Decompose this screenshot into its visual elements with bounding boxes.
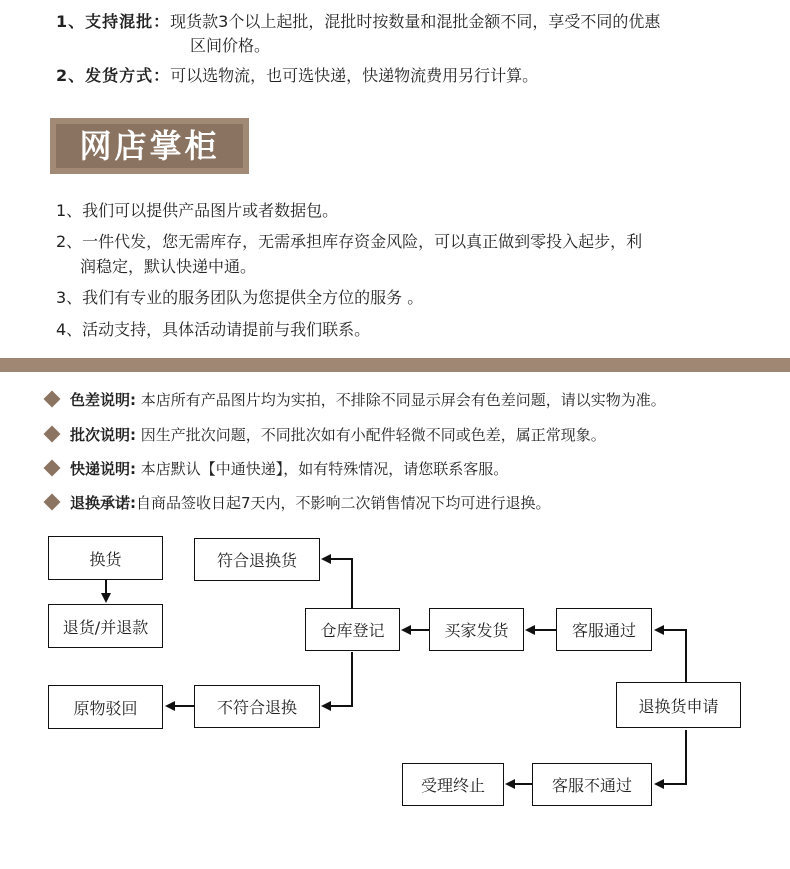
flow-box-eligible: 符合退换货 [194,538,320,581]
arrow-warehouse-to-eligible [323,559,352,608]
shop-item-3: 3、我们有专业的服务团队为您提供全方位的服务 。 [56,288,424,307]
shop-item-2-cont: 润稳定，默认快递中通。 [80,257,257,276]
policy-text: 现货款3个以上起批，混批时按数量和混批金额不同，享受不同的优惠 [170,12,661,31]
flow-box-buyer-ship: 买家发货 [429,608,524,651]
flow-box-not-eligible: 不符合退换 [194,685,320,728]
arrow-warehouse-to-not-eligible [323,652,352,706]
flow-box-original-reject: 原物驳回 [48,685,163,729]
note-text: 本店所有产品图片均为实拍，不排除不同显示屏会有色差问题，请以实物为准。 [136,391,666,409]
flow-box-warehouse: 仓库登记 [305,608,400,651]
flow-box-apply: 退换货申请 [616,682,741,728]
policy-label: 2、发货方式： [56,66,171,85]
flow-box-terminate: 受理终止 [402,763,504,806]
note-label: 批次说明: [70,426,136,444]
note-label: 快递说明: [70,460,136,478]
flow-box-exchange: 换货 [48,536,163,580]
flow-box-cs-fail: 客服不通过 [532,763,652,806]
shop-item-4: 4、活动支持，具体活动请提前与我们联系。 [56,320,371,339]
shop-item-1: 1、我们可以提供产品图片或者数据包。 [56,201,339,220]
arrow-apply-to-cs-pass [656,630,686,682]
note-label: 色差说明: [70,391,136,409]
policy-label: 1、支持混批： [56,12,171,31]
policy-text: 可以选物流，也可选快递，快递物流费用另行计算。 [170,66,539,85]
shop-item-2: 2、一件代发，您无需库存，无需承担库存资金风险，可以真正做到零投入起步，利 [56,232,643,251]
note-text: 自商品签收日起7天内，不影响二次销售情况下均可进行退换。 [136,494,551,512]
flow-box-cs-pass: 客服通过 [556,608,652,651]
flow-box-refund: 退货/并退款 [48,604,163,648]
note-text: 本店默认【中通快递】，如有特殊情况，请您联系客服。 [136,460,509,478]
arrow-apply-to-cs-fail [656,730,686,784]
note-text: 因生产批次问题，不同批次如有小配件轻微不同或色差，属正常现象。 [136,426,606,444]
policy-mixed-batch-cont: 区间价格。 [190,36,271,55]
banner-title: 网店掌柜 [56,124,243,168]
note-label: 退换承诺: [70,494,136,512]
